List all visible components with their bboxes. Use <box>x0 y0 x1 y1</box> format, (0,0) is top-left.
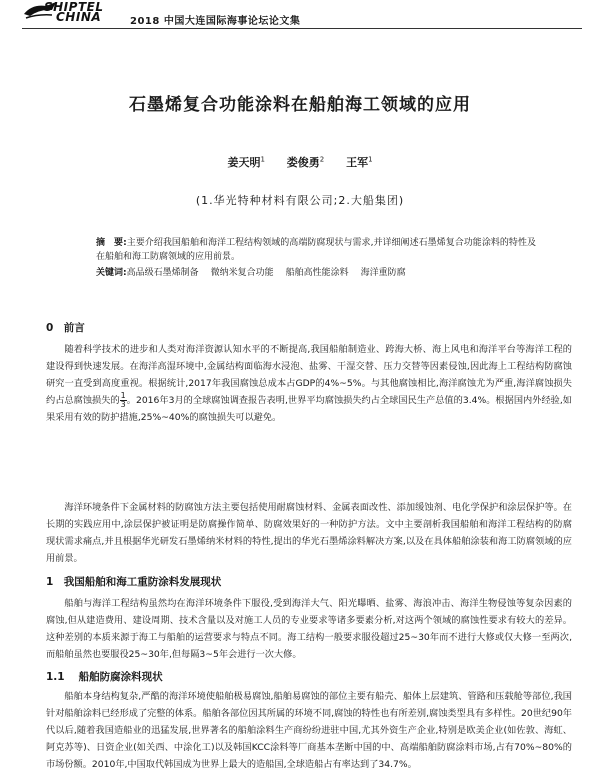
author-item <box>287 156 324 169</box>
logo-text-china: CHINA <box>56 10 102 24</box>
section-heading-development: 1 我国船舶和海工重防涂料发展现状 <box>46 576 222 588</box>
author-name: 娄俊勇 <box>286 156 320 169</box>
author-name: 王军 <box>346 156 369 169</box>
subsection-number: 1.1 <box>46 671 65 683</box>
author-affil-mark: 2 <box>319 155 325 164</box>
author-item <box>346 156 372 169</box>
fraction-denominator: 3 <box>120 400 126 409</box>
fraction-one-third <box>120 392 127 409</box>
paragraph-ship-coatings-1: 船舶本身结构复杂,严酷的海洋环境使船舶极易腐蚀,船舶易腐蚀的部位主要有船壳、船体上层建筑、管路和压载舱等部位,我国针对船舶涂料已经形成了完整的体系。船舶各部位因其所属的环境不同,腐蚀的特性也有所差别,腐蚀类型具有多样性。20世纪90年代以后,随着我国造船业的迅猛发展,世界著名的船舶涂料生产商纷纷进驻中国,尤其外资生产企业,特别是欧美企业(如佐敦、海虹、阿克苏等)、日资企业(如关西、中涂化工)以及韩国KCC涂料等厂商基本垄断中国的中、高端船舶防腐涂料市场,占有70%~80%的市场份额。2010年,中国取代韩国成为世界上最大的造船国,全球造船占有率达到了34.7%。 <box>46 691 572 770</box>
affiliations: (1.华光特种材料有限公司;2.大船集团) <box>195 194 405 207</box>
paragraph-text: 随着科学技术的进步和人类对海洋资源认知水平的不断提高,我国船舶制造业、跨海大桥、海上风电和海洋平台等海洋工程的建设得到快速发展。在海洋高湿环境中,金属结构面临海水浸泡、盐雾、干湿交替、压力交替等因素侵蚀,因此海上工程结构防腐蚀研究一直受到高度重视。根据统计,2017年我国腐蚀总成本占GDP的4%~5%。与其他腐蚀相比,海洋腐蚀尤为严重,海洋腐蚀损失约占总腐蚀损失的 <box>46 344 572 406</box>
series-title: 2018 中国大连国际海事论坛论文集 <box>130 16 301 27</box>
keyword-item: 微纳米复合功能 <box>210 268 274 278</box>
paragraph-text: 。2016年3月的全球腐蚀调查报告表明,世界平均腐蚀损失约占全球国民生产总值的3.4%。根据国内外经验,如果采用有效的防护措施,25%~40%的腐蚀损失可以避免。 <box>46 395 572 423</box>
keywords <box>96 266 536 280</box>
abstract <box>96 236 536 264</box>
fraction-numerator: 1 <box>120 391 126 400</box>
keyword-item: 海洋重防腐 <box>360 268 406 278</box>
section-heading-preface: 0 前言 <box>46 322 85 334</box>
keywords-label: 关键词: <box>96 268 127 278</box>
header-divider <box>22 28 582 29</box>
logo-text-shiptel: SHIPTEL <box>44 0 104 14</box>
paragraph-preface-2: 海洋环境条件下金属材料的防腐蚀方法主要包括使用耐腐蚀材料、金属表面改性、添加缓蚀剂、电化学保护和涂层保护等。在长期的实践应用中,涂层保护被证明是防腐操作简单、防腐效果好的一种防护方法。文中主要剖析我国船舶和海洋工程结构的防腐现状需求痛点,并且根据华光研发石墨烯纳米材料的特性,提出的华光石墨烯涂料解决方案,以及在具体船舶涂装和海工防腐领域的应用前景。 <box>46 502 572 564</box>
keyword-item: 船舶高性能涂料 <box>285 268 349 278</box>
author-affil-mark: 1 <box>368 155 373 164</box>
shiptel-china-logo <box>22 0 140 28</box>
abstract-text: 主要介绍我国船舶和海洋工程结构领域的高端防腐现状与需求,并详细阐述石墨烯复合功能涂料的特性及在船舶和海工防腐领域的应用前景。 <box>96 238 536 262</box>
paragraph-preface-1 <box>46 341 572 426</box>
author-affil-mark: 1 <box>260 155 265 164</box>
author-list <box>0 154 600 170</box>
paragraph-development-1: 船舶与海洋工程结构虽然均在海洋环境条件下服役,受到海洋大气、阳光曝晒、盐雾、海浪冲击、海洋生物侵蚀等复杂因素的腐蚀,但从建造费用、建设周期、技术含量以及对施工人员的专业要求等诸多要素分析,对这两个领域的腐蚀性要求有较大的差异。这种差别的本质来源于海工与船舶的运营要求与特点不同。海工结构一般要求服役超过25~30年而不进行大修或仅大修一至两次,而船舶虽然也要服役25~30年,但每隔3~5年会进行一次大修。 <box>46 598 572 660</box>
author-item <box>227 156 264 169</box>
abstract-label: 摘 要: <box>96 238 127 248</box>
author-name: 姜天明 <box>227 156 261 169</box>
keyword-item: 高品级石墨烯制备 <box>126 268 199 278</box>
paper-title: 石墨烯复合功能涂料在船舶海工领域的应用 <box>129 95 471 115</box>
subsection-title: 船舶防腐涂料现状 <box>78 671 163 683</box>
subsection-heading-ship-coatings <box>46 669 163 684</box>
